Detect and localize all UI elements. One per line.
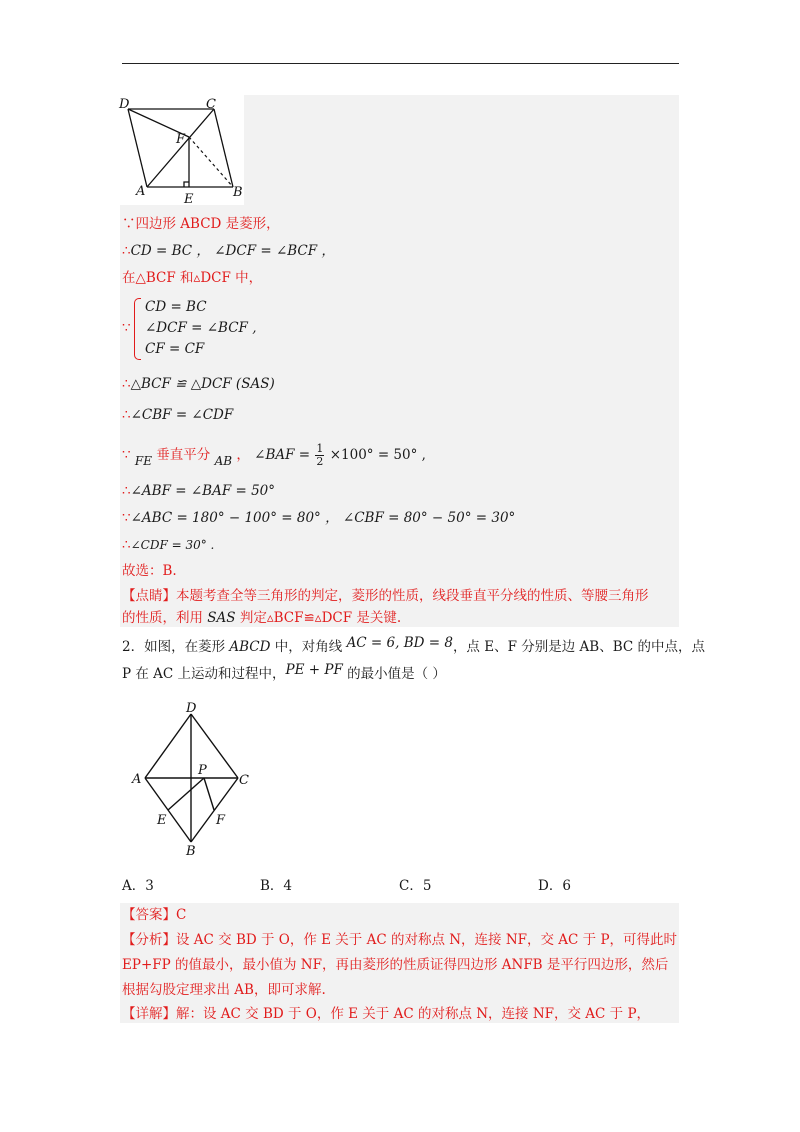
therefore-symbol: ∴ xyxy=(122,407,131,423)
fig1-label-d: D xyxy=(119,97,130,112)
q2-expression: PE + PF xyxy=(285,662,343,678)
solution-line-4 xyxy=(122,374,275,394)
because-symbol: ∵ xyxy=(122,447,131,463)
answer-tag: 【答案】 xyxy=(122,907,176,923)
fig2-label-b: B xyxy=(186,844,196,859)
solution-line-3 xyxy=(122,268,262,288)
header-rule xyxy=(122,63,679,64)
solution-line-6 xyxy=(122,443,426,468)
rhombus-figure-1 xyxy=(118,95,244,205)
solution-text: ∠ABC = 180° − 100° = 80° ， ∠CBF = 80° − 50° = 30° xyxy=(130,510,516,526)
analysis-line-2 xyxy=(122,955,668,975)
comma: ， xyxy=(236,447,250,463)
analysis-text: 根据勾股定理求出 AB，即可求解. xyxy=(122,982,326,998)
fig2-label-p: P xyxy=(198,763,207,778)
comment-tag: 【点睛】 xyxy=(122,588,176,604)
sas-text: SAS xyxy=(207,610,236,626)
choice-text: 故选：B. xyxy=(122,563,177,579)
therefore-symbol: ∴ xyxy=(122,243,131,259)
system-row-2: ∠DCF = ∠BCF , xyxy=(145,320,257,336)
solution-text: 在△BCF 和▵DCF 中， xyxy=(122,270,263,286)
solution-text: ∠CDF = 30° . xyxy=(130,538,215,552)
solution-text: ∠CBF = ∠CDF xyxy=(130,407,234,423)
question-2-line-2 xyxy=(122,664,446,684)
comment-text: 判定▵BCF≌▵DCF 是关键. xyxy=(235,610,402,626)
system-row-1: CD = BC xyxy=(145,299,207,315)
comment-text: 的性质，利用 xyxy=(122,610,208,626)
answer-line xyxy=(122,905,186,925)
angle-baf-result: ×100° = 50° , xyxy=(329,447,426,463)
fig2-label-a: A xyxy=(132,772,142,787)
therefore-symbol: ∴ xyxy=(122,537,131,553)
analysis-text: 设 AC 交 BD 于 O，作 E 关于 AC 的对称点 N，连接 NF，交 AC 于 P，可得此时 xyxy=(176,932,678,948)
solution-line-10 xyxy=(122,561,177,581)
option-d[interactable]: D．6 xyxy=(538,878,571,894)
fraction-half xyxy=(315,443,324,468)
segment-fe: FE xyxy=(134,454,152,468)
fig2-label-d: D xyxy=(186,701,197,716)
analysis-text: EP+FP 的值最小，最小值为 NF，再由菱形的性质证得四边形 ANFB 是平行四边形，然后 xyxy=(122,957,669,973)
q2-text: P 在 AC 上运动和过程中， xyxy=(122,666,286,682)
because-symbol: ∵ xyxy=(122,320,131,336)
segment-ab: AB xyxy=(214,454,233,468)
because-symbol: ∵ xyxy=(122,216,136,232)
detail-text: 解：设 AC 交 BD 于 O，作 E 关于 AC 的对称点 N，连接 NF，交 AC 于 P， xyxy=(176,1006,651,1022)
comment-line-2 xyxy=(122,608,401,628)
fig1-label-e: E xyxy=(184,192,194,205)
answer-value: C xyxy=(176,907,187,923)
comment-line-1 xyxy=(122,586,649,606)
solution-line-1 xyxy=(122,214,280,234)
perpendicular-bisector-text: 垂直平分 xyxy=(156,447,211,463)
fig1-label-c: C xyxy=(206,97,216,112)
system-because-symbol xyxy=(122,318,131,338)
q2-text: 的最小值是（ ） xyxy=(342,666,446,682)
fraction-numerator: 1 xyxy=(316,442,324,455)
q2-text: 中，对角线 xyxy=(270,639,347,655)
solution-text: △BCF ≌ △DCF (SAS) xyxy=(130,376,275,392)
solution-text: ∠ABF = ∠BAF = 50° xyxy=(130,483,276,499)
comment-text: 本题考查全等三角形的判定，菱形的性质，线段垂直平分线的性质、等腰三角形 xyxy=(176,588,649,604)
fraction-denominator: 2 xyxy=(316,455,324,468)
question-2-line-1 xyxy=(122,637,705,657)
fig2-label-c: C xyxy=(239,773,249,788)
solution-line-7 xyxy=(122,481,275,501)
because-symbol: ∵ xyxy=(122,510,131,526)
solution-line-8 xyxy=(122,508,515,528)
fig1-label-a: A xyxy=(136,184,146,199)
detail-tag: 【详解】 xyxy=(122,1006,176,1022)
option-c[interactable]: C．5 xyxy=(399,878,432,894)
fig1-label-b: B xyxy=(233,185,243,200)
q2-diagonals: AC = 6, BD = 8 xyxy=(346,635,453,651)
analysis-line-1 xyxy=(122,930,677,950)
system-row-3: CF = CF xyxy=(145,341,205,357)
q2-text: 2．如图，在菱形 xyxy=(122,639,230,655)
detail-line-1 xyxy=(122,1004,650,1024)
solution-line-5 xyxy=(122,405,233,425)
analysis-tag: 【分析】 xyxy=(122,932,176,948)
solution-text: 四边形 ABCD 是菱形， xyxy=(135,216,280,232)
fig1-label-f: F xyxy=(176,132,186,147)
fig2-label-f: F xyxy=(216,813,226,828)
analysis-line-3 xyxy=(122,980,326,1000)
q2-text: ，点 E、F 分别是边 AB、BC 的中点，点 xyxy=(452,639,705,655)
therefore-symbol: ∴ xyxy=(122,376,131,392)
solution-line-2 xyxy=(122,241,335,261)
fig2-label-e: E xyxy=(157,813,167,828)
angle-baf-expr: ∠BAF = xyxy=(254,447,315,463)
solution-text: CD = BC ， ∠DCF = ∠BCF ， xyxy=(130,243,335,259)
option-a[interactable]: A．3 xyxy=(122,878,154,894)
option-b[interactable]: B．4 xyxy=(260,878,293,894)
therefore-symbol: ∴ xyxy=(122,483,131,499)
rhombus-figure-2 xyxy=(128,700,258,860)
solution-line-9 xyxy=(122,535,214,555)
q2-abcd: ABCD xyxy=(229,639,271,655)
system-brace xyxy=(134,298,141,360)
